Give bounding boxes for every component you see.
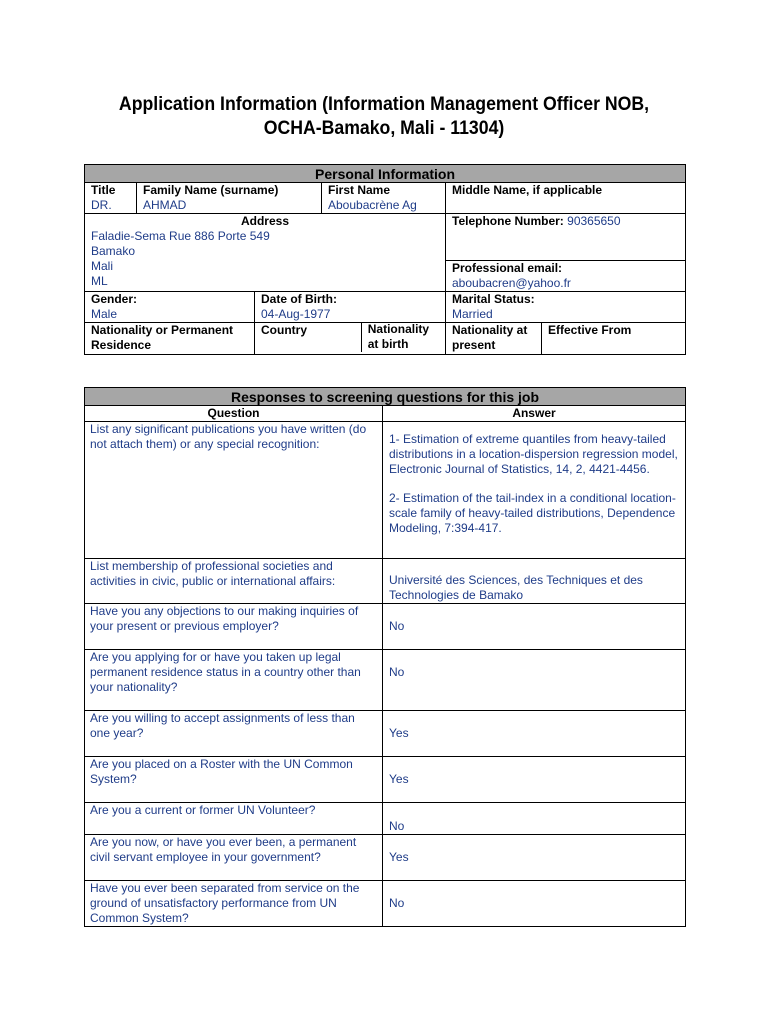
title-label: Title — [91, 183, 116, 197]
gender-cell — [85, 292, 255, 323]
address-line: Mali — [91, 259, 114, 273]
marital-status-value: Married — [452, 307, 493, 321]
family-name-value: AHMAD — [143, 198, 187, 212]
question-column-header: Question — [85, 406, 383, 422]
email-value: aboubacren@yahoo.fr — [452, 276, 571, 290]
email-cell — [446, 261, 686, 292]
address-line: Bamako — [91, 244, 136, 258]
first-name-cell — [322, 183, 446, 214]
address-label: Address — [240, 214, 290, 228]
nationality-residence-label: Nationality or Permanent Residence — [85, 323, 255, 355]
address-value — [91, 229, 439, 289]
address-line: Faladie-Sema Rue 886 Porte 549 — [91, 229, 270, 243]
telephone-cell — [446, 214, 686, 261]
first-name-label: First Name — [328, 183, 391, 197]
personal-information-table — [84, 164, 686, 355]
document-title-line1: Application Information (Information Management Officer NOB, — [118, 94, 650, 115]
email-label: Professional email: — [452, 261, 563, 275]
answer-un-volunteer: No — [383, 803, 686, 835]
telephone-label: Telephone Number: — [452, 214, 564, 228]
middle-name-cell — [446, 183, 686, 214]
question-un-roster: Are you placed on a Roster with the UN Common System? — [85, 757, 383, 803]
answer-publication-2: 2- Estimation of the tail-index in a conditional location-scale family of heavy-tailed distributions, Dependence Modeling, 7:394-417. — [389, 491, 676, 535]
title-cell — [85, 183, 137, 214]
question-memberships: List membership of professional societies and activities in civic, public or international affairs: — [85, 559, 383, 604]
answer-publication-1: 1- Estimation of extreme quantiles from heavy-tailed distributions in a location-dispersion regression model, Electronic Journal of Statistics, 14, 2, 4421-4456. — [389, 432, 678, 476]
question-publications: List any significant publications you have written (do not attach them) or any special recognition: — [85, 422, 383, 559]
answer-un-roster: Yes — [383, 757, 686, 803]
gender-value: Male — [91, 307, 118, 321]
answer-publications — [383, 422, 686, 559]
answer-short-assignments: Yes — [383, 711, 686, 757]
gender-label: Gender: — [91, 292, 138, 306]
family-name-cell — [137, 183, 322, 214]
effective-from-label: Effective From — [542, 323, 686, 355]
nationality-birth-label: Nationality at birth — [361, 322, 439, 352]
document-title-line2: OCHA-Bamako, Mali - 11304) — [263, 118, 505, 139]
question-permanent-residence: Are you applying for or have you taken up legal permanent residence status in a country other than your nationality? — [85, 650, 383, 711]
screening-questions-table — [84, 387, 686, 927]
nationality-present-label: Nationality at present — [446, 323, 542, 355]
title-value: DR. — [91, 198, 112, 212]
answer-civil-servant: Yes — [383, 835, 686, 881]
country-label: Country — [261, 323, 307, 337]
answer-memberships: Université des Sciences, des Techniques et des Technologies de Bamako — [383, 559, 686, 604]
marital-status-label: Marital Status: — [452, 292, 535, 306]
screening-header: Responses to screening questions for this job — [85, 388, 686, 406]
date-of-birth-cell — [255, 292, 446, 323]
middle-name-label: Middle Name, if applicable — [452, 183, 603, 197]
question-employer-inquiries: Have you any objections to our making inquiries of your present or previous employer? — [85, 604, 383, 650]
question-civil-servant: Are you now, or have you ever been, a permanent civil servant employee in your government? — [85, 835, 383, 881]
question-separated-from-service: Have you ever been separated from service on the ground of unsatisfactory performance from UN Common System? — [85, 881, 383, 927]
country-cell — [255, 323, 446, 355]
marital-status-cell — [446, 292, 686, 323]
address-cell — [85, 214, 446, 292]
question-short-assignments: Are you willing to accept assignments of less than one year? — [85, 711, 383, 757]
telephone-value: 90365650 — [567, 214, 621, 228]
date-of-birth-value: 04-Aug-1977 — [261, 307, 331, 321]
question-un-volunteer: Are you a current or former UN Volunteer? — [85, 803, 383, 835]
address-line: ML — [91, 274, 108, 288]
first-name-value: Aboubacrène Ag — [328, 198, 417, 212]
answer-separated-from-service: No — [383, 881, 686, 927]
answer-column-header: Answer — [383, 406, 686, 422]
family-name-label: Family Name (surname) — [143, 183, 279, 197]
answer-permanent-residence: No — [383, 650, 686, 711]
document-title — [105, 93, 663, 141]
answer-employer-inquiries: No — [383, 604, 686, 650]
personal-information-header: Personal Information — [85, 165, 686, 183]
date-of-birth-label: Date of Birth: — [261, 292, 337, 306]
